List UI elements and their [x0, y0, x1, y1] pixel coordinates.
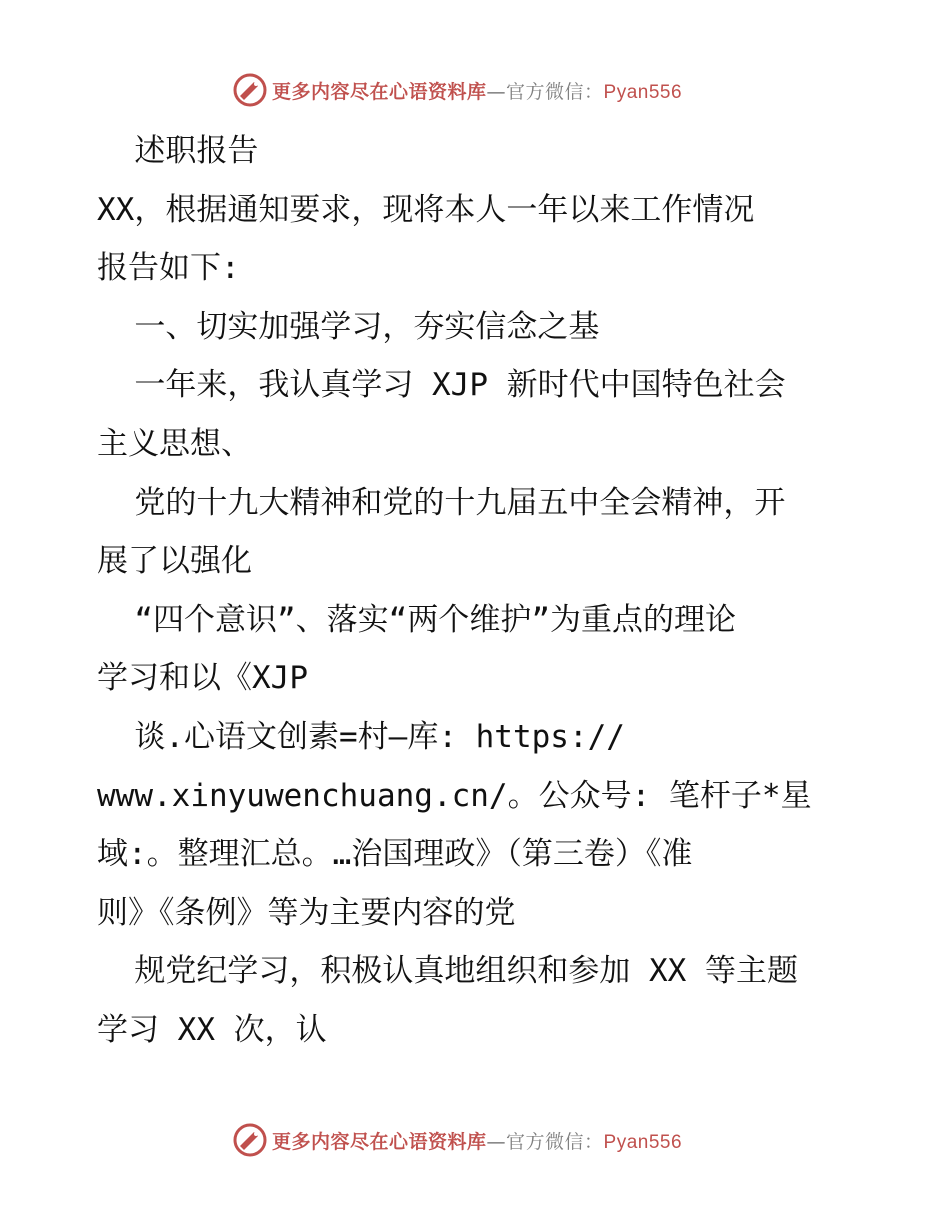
banner-text: [272, 77, 682, 104]
text-line: 规党纪学习，积极认真地组织和参加 XX 等主题: [97, 953, 798, 990]
text-line: 则》《条例》等为主要内容的党: [97, 894, 516, 931]
text-line: 学习 XX 次，认: [97, 1011, 327, 1048]
text-line: 党的十九大精神和党的十九届五中全会精神，开: [97, 484, 786, 521]
text-line: 报告如下:: [97, 250, 240, 287]
text-line: 谈.心语文创素=村—库: https://: [97, 718, 625, 755]
text-line: 主义思想、: [97, 425, 252, 462]
text-line: 一年来，我认真学习 XJP 新时代中国特色社会: [97, 367, 786, 404]
pen-nib-seal-icon: [232, 1122, 268, 1158]
document-body: [97, 122, 887, 1060]
pen-nib-seal-icon: [232, 72, 268, 108]
banner-wechat-id: Pyan556: [603, 1131, 683, 1153]
banner-site-text: 更多内容尽在心语资料库: [272, 80, 487, 103]
banner-site-text: 更多内容尽在心语资料库: [272, 1130, 487, 1153]
footer-banner: [232, 1120, 682, 1160]
banner-wechat-id: Pyan556: [603, 81, 683, 103]
text-line: 一、切实加强学习，夯实信念之基: [97, 308, 600, 345]
banner-dash: —: [486, 1130, 507, 1153]
banner-wechat-label: 官方微信：: [506, 80, 604, 103]
banner-dash: —: [486, 80, 507, 103]
text-line: www.xinyuwenchuang.cn/。公众号: 笔杆子*星: [97, 777, 812, 814]
text-line: 学习和以《XJP: [97, 660, 308, 697]
header-banner: [232, 70, 682, 110]
banner-text: [272, 1127, 682, 1154]
text-line: 展了以强化: [97, 543, 252, 580]
text-line: XX，根据通知要求，现将本人一年以来工作情况: [97, 191, 755, 228]
text-line: 域:。整理汇总。…治国理政》（第三卷）《准: [97, 836, 693, 873]
banner-wechat-label: 官方微信：: [506, 1130, 604, 1153]
text-line: “四个意识”、落实“两个维护”为重点的理论: [97, 601, 736, 638]
text-line: 述职报告: [97, 133, 259, 169]
